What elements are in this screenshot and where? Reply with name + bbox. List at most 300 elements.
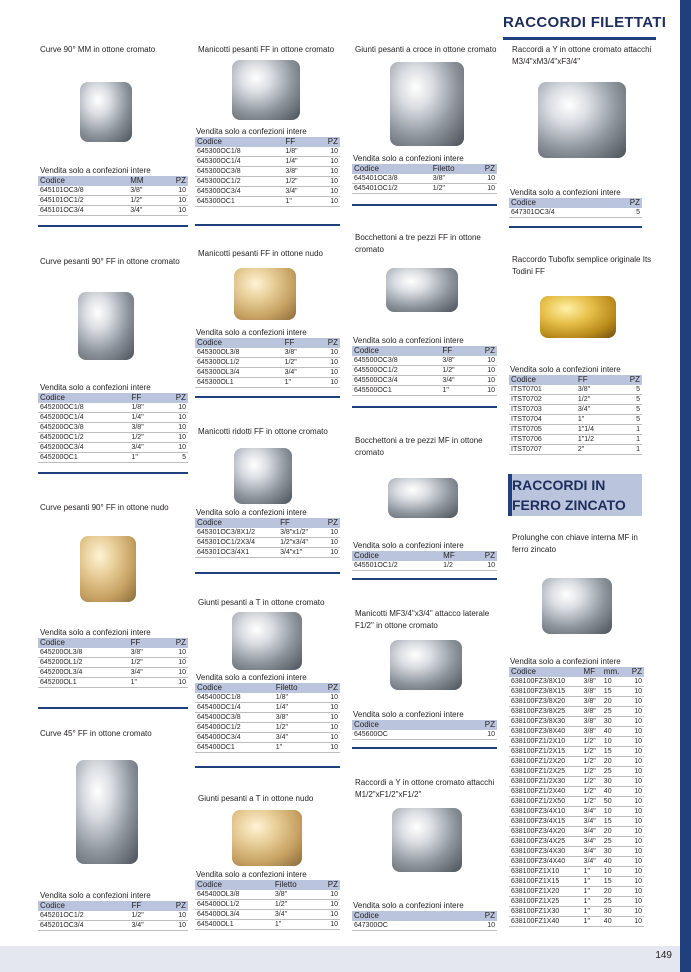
table-cell: 1"	[129, 678, 161, 688]
table-row	[509, 837, 644, 847]
sales-note: Vendita solo a confezioni intere	[196, 673, 307, 682]
table-cell: 1/8"	[129, 403, 160, 413]
table-cell: 40	[602, 787, 626, 797]
table-cell: 10	[626, 867, 644, 877]
table-cell: 25	[602, 837, 626, 847]
table-cell: 10	[470, 561, 497, 571]
sales-note: Vendita solo a confezioni intere	[196, 328, 307, 337]
table-cell: ITST0707	[509, 445, 576, 455]
column-header: Codice	[509, 667, 582, 677]
table-cell: 645200OL1/2	[38, 658, 129, 668]
table-row	[352, 730, 497, 740]
column-header: Codice	[195, 518, 278, 528]
table-cell: 1"	[582, 887, 602, 897]
column-header: Codice	[38, 901, 129, 911]
product-title: Curve 45° FF in ottone cromato	[40, 729, 152, 738]
table-row	[352, 386, 497, 396]
table-cell: 638100FZ1/2X30	[509, 777, 582, 787]
table-cell: 3/4"	[582, 827, 602, 837]
table-cell: 10	[316, 703, 340, 713]
table-cell: 3/8"	[582, 727, 602, 737]
table-cell: 1/2"x3/4"	[278, 538, 321, 548]
table-cell: 645500OC1	[352, 386, 440, 396]
column-header: PZ	[460, 720, 497, 730]
product-title: Prolunghe con chiave interna MF in ferro zincato	[512, 533, 638, 554]
table-cell: 645200OL3/4	[38, 668, 129, 678]
separator-line	[38, 472, 188, 474]
table-cell: 20	[602, 757, 626, 767]
table-cell: 1/2"	[582, 737, 602, 747]
table-cell: 1/4"	[274, 703, 317, 713]
table-row	[509, 707, 644, 717]
table-header-row	[352, 346, 497, 356]
table-row	[195, 177, 340, 187]
column-header: PZ	[470, 551, 497, 561]
table-row	[509, 807, 644, 817]
table-cell: 645300OC1/2	[195, 177, 283, 187]
table-cell: 3/4"	[129, 668, 161, 678]
column-header: PZ	[615, 375, 642, 385]
table-cell: 638100FZ3/8X40	[509, 727, 582, 737]
table-header-row	[38, 393, 188, 403]
separator-line	[195, 396, 340, 398]
separator-line	[352, 578, 497, 580]
section-title-underline	[503, 37, 656, 40]
column-header: Codice	[195, 880, 273, 890]
table-cell: 3/8"	[582, 687, 602, 697]
table-row	[509, 877, 644, 887]
table-cell: 1"	[582, 867, 602, 877]
table-cell: 645301OC3/4X1	[195, 548, 278, 558]
table-cell: 1"	[582, 917, 602, 927]
separator-line	[352, 747, 497, 749]
table-cell: 10	[161, 443, 188, 453]
column-header: Codice	[38, 176, 128, 186]
table-cell: 10	[626, 897, 644, 907]
table-cell: 3/4"	[129, 921, 160, 931]
table-cell: 50	[602, 797, 626, 807]
column-header: PZ	[313, 338, 340, 348]
table-cell: 10	[626, 737, 644, 747]
table-cell: 10	[626, 697, 644, 707]
table-cell	[450, 730, 460, 740]
table-cell: 638100FZ1X20	[509, 887, 582, 897]
table-cell: 3/8"x1/2"	[278, 528, 321, 538]
column-header: PZ	[316, 880, 340, 890]
table-cell: 20	[602, 697, 626, 707]
column-header: PZ	[161, 901, 188, 911]
table-row	[38, 433, 188, 443]
product-image-tubofix	[540, 296, 616, 338]
product-image-union	[388, 478, 458, 518]
table-header-row	[195, 518, 340, 528]
product-table	[509, 375, 642, 455]
table-row	[509, 757, 644, 767]
product-table	[352, 346, 497, 396]
table-header-row	[195, 683, 340, 693]
table-row	[352, 366, 497, 376]
table-cell: 10	[626, 707, 644, 717]
column-header: FF	[576, 375, 615, 385]
table-cell: 10	[626, 807, 644, 817]
table-cell: 1/2"	[273, 900, 316, 910]
table-cell: 3/8"	[440, 356, 470, 366]
table-cell: 10	[626, 857, 644, 867]
table-row	[195, 358, 340, 368]
table-cell: 645300OL3/4	[195, 368, 283, 378]
product-table	[38, 176, 188, 216]
table-cell: 645400OC3/8	[195, 713, 274, 723]
table-cell: 645400OC1/8	[195, 693, 274, 703]
table-row	[509, 907, 644, 917]
table-cell: 10	[471, 366, 497, 376]
table-cell: 1/8"	[283, 147, 313, 157]
table-cell: 10	[626, 787, 644, 797]
table-cell: ITST0704	[509, 415, 576, 425]
table-row	[38, 423, 188, 433]
table-cell: 1/4"	[129, 413, 160, 423]
table-row	[509, 385, 642, 395]
table-cell: 638100FZ1X30	[509, 907, 582, 917]
table-cell: 10	[316, 713, 340, 723]
product-image-y-fitting	[392, 808, 462, 872]
product-image-elbow	[80, 536, 136, 602]
column-header: Codice	[195, 683, 274, 693]
table-cell: 638100FZ1/2X10	[509, 737, 582, 747]
product-title: Raccordi a Y in ottone cromato attacchi M3/4"xM3/4"xF3/4"	[512, 45, 652, 66]
page-footer-bar	[0, 946, 680, 972]
table-row	[195, 378, 340, 388]
table-header-row	[195, 880, 340, 890]
table-cell: 3/8"	[129, 648, 161, 658]
sales-note: Vendita solo a confezioni intere	[196, 870, 307, 879]
product-title: Bocchettoni a tre pezzi FF in ottone cromato	[355, 233, 481, 254]
table-header-row	[352, 911, 497, 921]
table-cell: 645200OL3/8	[38, 648, 129, 658]
product-image-elbow	[80, 82, 132, 142]
column-header: FF	[129, 393, 160, 403]
table-cell: 638100FZ3/8X20	[509, 697, 582, 707]
table-cell: 3/8"	[582, 717, 602, 727]
table-cell: 10	[626, 777, 644, 787]
table-cell: 25	[602, 767, 626, 777]
table-cell: 30	[602, 777, 626, 787]
product-image-tee	[232, 810, 302, 866]
table-row	[509, 687, 644, 697]
table-row	[509, 395, 642, 405]
table-cell: 645200OC1/8	[38, 403, 129, 413]
table-cell: 10	[626, 907, 644, 917]
table-row	[195, 548, 340, 558]
table-cell: 638100FZ3/4X40	[509, 857, 582, 867]
table-cell: 638100FZ3/4X15	[509, 817, 582, 827]
table-cell: 638100FZ3/4X10	[509, 807, 582, 817]
table-row	[195, 157, 340, 167]
table-cell: 10	[471, 356, 497, 366]
table-cell: 638100FZ3/4X30	[509, 847, 582, 857]
column-header: FF	[129, 901, 160, 911]
table-row	[509, 697, 644, 707]
table-header-row	[509, 198, 642, 208]
column-header: MF	[582, 667, 602, 677]
table-cell: 10	[314, 147, 340, 157]
table-cell: 5	[613, 208, 642, 218]
product-title: Curve pesanti 90° FF in ottone nudo	[40, 503, 169, 512]
table-cell: 3/8"	[582, 707, 602, 717]
table-cell: 10	[160, 678, 188, 688]
product-table	[352, 164, 497, 194]
separator-line	[38, 225, 188, 227]
column-header: PZ	[460, 911, 497, 921]
table-cell: 1	[615, 445, 642, 455]
sales-note: Vendita solo a confezioni intere	[353, 336, 464, 345]
product-image-reducer	[234, 448, 292, 504]
table-cell: 10	[161, 423, 188, 433]
table-cell: 1/2"	[582, 797, 602, 807]
product-table	[38, 393, 188, 463]
table-row	[195, 368, 340, 378]
table-cell: 638100FZ3/8X30	[509, 717, 582, 727]
product-image-extension	[542, 578, 612, 634]
table-cell: 645500OC3/4	[352, 376, 440, 386]
product-table	[195, 338, 340, 388]
table-cell: 3/8"	[431, 174, 474, 184]
table-cell: 645400OL3/8	[195, 890, 273, 900]
table-cell: 645401OC3/8	[352, 174, 431, 184]
table-cell: 3/8"	[283, 348, 314, 358]
table-cell: 645300OC3/8	[195, 167, 283, 177]
table-cell: 10	[626, 817, 644, 827]
table-cell: 10	[160, 648, 188, 658]
table-cell: 645301OC1/2X3/4	[195, 538, 278, 548]
table-header-row	[509, 375, 642, 385]
table-cell: 1/2"	[129, 433, 160, 443]
table-row	[509, 415, 642, 425]
table-row	[195, 348, 340, 358]
table-row	[195, 528, 340, 538]
table-cell: 1"	[129, 453, 160, 463]
table-row	[195, 723, 340, 733]
product-image-y-fitting	[538, 82, 626, 158]
table-cell: 10	[161, 186, 188, 196]
table-header-row	[38, 901, 188, 911]
table-cell: 638100FZ1/2X15	[509, 747, 582, 757]
table-cell: 645400OL1/2	[195, 900, 273, 910]
table-cell: 10	[602, 677, 626, 687]
table-cell: 645101OC1/2	[38, 196, 128, 206]
table-cell: 3/4"x1"	[278, 548, 321, 558]
page-sidebar-bar	[680, 0, 691, 972]
table-cell: 638100FZ1/2X50	[509, 797, 582, 807]
column-header: Filetto	[273, 880, 316, 890]
table-cell: 645200OL1	[38, 678, 129, 688]
table-row	[38, 196, 188, 206]
table-cell: 1/2"	[582, 747, 602, 757]
table-row	[352, 184, 497, 194]
table-cell: 1/4"	[283, 157, 313, 167]
table-row	[38, 413, 188, 423]
table-cell: 5	[161, 453, 188, 463]
column-header: Codice	[352, 911, 450, 921]
table-row	[352, 376, 497, 386]
section-title-raccordi-filettati: RACCORDI FILETTATI	[503, 14, 667, 31]
table-cell: 1/2"	[274, 723, 317, 733]
product-table	[509, 198, 642, 218]
table-cell: 3/8"	[576, 385, 615, 395]
table-row	[195, 703, 340, 713]
table-cell: 10	[626, 887, 644, 897]
table-row	[195, 910, 340, 920]
table-cell: 3/8"	[582, 677, 602, 687]
table-cell: 10	[161, 433, 188, 443]
product-image-coupling-side	[390, 640, 462, 690]
column-header: FF	[278, 518, 321, 528]
table-cell: 1	[615, 435, 642, 445]
table-cell: 10	[471, 386, 497, 396]
section-title-ferro-zincato: RACCORDI IN FERRO ZINCATO	[512, 477, 626, 513]
table-row	[352, 174, 497, 184]
table-row	[38, 206, 188, 216]
table-row	[195, 890, 340, 900]
table-cell: 645401OC1/2	[352, 184, 431, 194]
table-cell: 10	[314, 187, 340, 197]
table-cell: 2"	[576, 445, 615, 455]
column-header: Filetto	[431, 164, 474, 174]
table-cell: 1"	[582, 877, 602, 887]
table-cell: 638100FZ3/4X20	[509, 827, 582, 837]
table-cell: 10	[321, 548, 340, 558]
table-cell: 20	[602, 827, 626, 837]
table-cell: 1/2"	[129, 658, 161, 668]
table-cell: ITST0706	[509, 435, 576, 445]
table-cell: 3/4"	[582, 817, 602, 827]
table-cell: 645400OC3/4	[195, 733, 274, 743]
table-cell: 10	[602, 867, 626, 877]
table-cell: 10	[626, 687, 644, 697]
table-cell: 3/4"	[582, 837, 602, 847]
table-cell: 15	[602, 877, 626, 887]
table-cell: 645300OL1/2	[195, 358, 283, 368]
table-row	[38, 186, 188, 196]
table-cell: 10	[626, 747, 644, 757]
table-cell: 10	[161, 911, 188, 921]
table-cell: 3/4"	[440, 376, 470, 386]
table-header-row	[195, 338, 340, 348]
column-header: MM	[128, 176, 161, 186]
table-cell: 10	[316, 920, 340, 930]
column-header: Filetto	[274, 683, 317, 693]
table-cell: 10	[321, 538, 340, 548]
column-header: PZ	[316, 683, 340, 693]
table-cell: 645600OC	[352, 730, 450, 740]
product-title: Raccordi a Y in ottone cromato attacchi M1/2"xF1/2"xF1/2"	[355, 778, 495, 799]
table-row	[509, 867, 644, 877]
table-header-row	[195, 137, 340, 147]
table-cell: 1"	[274, 743, 317, 753]
table-cell: 638100FZ1/2X40	[509, 787, 582, 797]
table-row	[509, 847, 644, 857]
table-cell: ITST0701	[509, 385, 576, 395]
column-header: Codice	[352, 551, 441, 561]
table-cell: 10	[626, 917, 644, 927]
product-title: Giunti pesanti a T in ottone cromato	[198, 598, 325, 607]
table-cell: 645300OL1	[195, 378, 283, 388]
table-row	[38, 921, 188, 931]
table-cell: 10	[473, 184, 497, 194]
table-row	[195, 693, 340, 703]
table-cell: 645501OC1/2	[352, 561, 441, 571]
column-header: PZ	[471, 346, 497, 356]
table-row	[38, 678, 188, 688]
product-table	[38, 638, 188, 688]
table-cell: 3/4"	[273, 910, 316, 920]
table-row	[509, 857, 644, 867]
table-cell: ITST0703	[509, 405, 576, 415]
table-cell: 645400OL3/4	[195, 910, 273, 920]
table-row	[509, 425, 642, 435]
separator-line	[195, 224, 340, 226]
table-cell: ITST0705	[509, 425, 576, 435]
table-cell: 645300OC1/4	[195, 157, 283, 167]
table-cell: 10	[316, 743, 340, 753]
table-cell: 1/2"	[440, 366, 470, 376]
column-header: PZ	[314, 137, 340, 147]
table-row	[352, 356, 497, 366]
table-cell: 638100FZ1/2X20	[509, 757, 582, 767]
table-cell: 645400OC1	[195, 743, 274, 753]
table-cell: 10	[160, 658, 188, 668]
table-row	[509, 677, 644, 687]
table-cell: ITST0702	[509, 395, 576, 405]
table-cell: 5	[615, 405, 642, 415]
table-cell: 1"	[582, 907, 602, 917]
sales-note: Vendita solo a confezioni intere	[510, 657, 621, 666]
product-table	[195, 137, 340, 207]
table-cell: 10	[314, 167, 340, 177]
column-header: PZ	[321, 518, 340, 528]
table-cell: 645300OC3/4	[195, 187, 283, 197]
table-row	[509, 208, 642, 218]
product-title: Manicotti ridotti FF in ottone cromato	[198, 427, 328, 436]
separator-line	[195, 766, 340, 768]
table-cell: 10	[161, 921, 188, 931]
table-cell: 5	[615, 415, 642, 425]
table-row	[509, 445, 642, 455]
table-cell: 1"1/2	[576, 435, 615, 445]
table-cell: 10	[626, 717, 644, 727]
table-header-row	[352, 551, 497, 561]
table-cell: 10	[161, 196, 188, 206]
column-header	[605, 198, 613, 208]
table-row	[509, 827, 644, 837]
table-cell: 10	[626, 827, 644, 837]
table-cell: 638100FZ1X10	[509, 867, 582, 877]
table-cell: 1"	[440, 386, 470, 396]
table-row	[38, 668, 188, 678]
table-cell: 10	[626, 767, 644, 777]
product-title: Bocchettoni a tre pezzi MF in ottone cromato	[355, 436, 483, 457]
column-header: MF	[441, 551, 470, 561]
table-cell: 1/2"	[582, 787, 602, 797]
table-cell: 3/8"	[129, 423, 160, 433]
product-title: Giunti pesanti a croce in ottone cromato	[355, 45, 497, 54]
table-cell: 638100FZ3/4X25	[509, 837, 582, 847]
product-image-coupling	[234, 268, 296, 320]
table-cell: 15	[602, 817, 626, 827]
table-cell: 1/2"	[283, 177, 313, 187]
table-cell: 1"	[582, 897, 602, 907]
table-cell: 10	[316, 900, 340, 910]
